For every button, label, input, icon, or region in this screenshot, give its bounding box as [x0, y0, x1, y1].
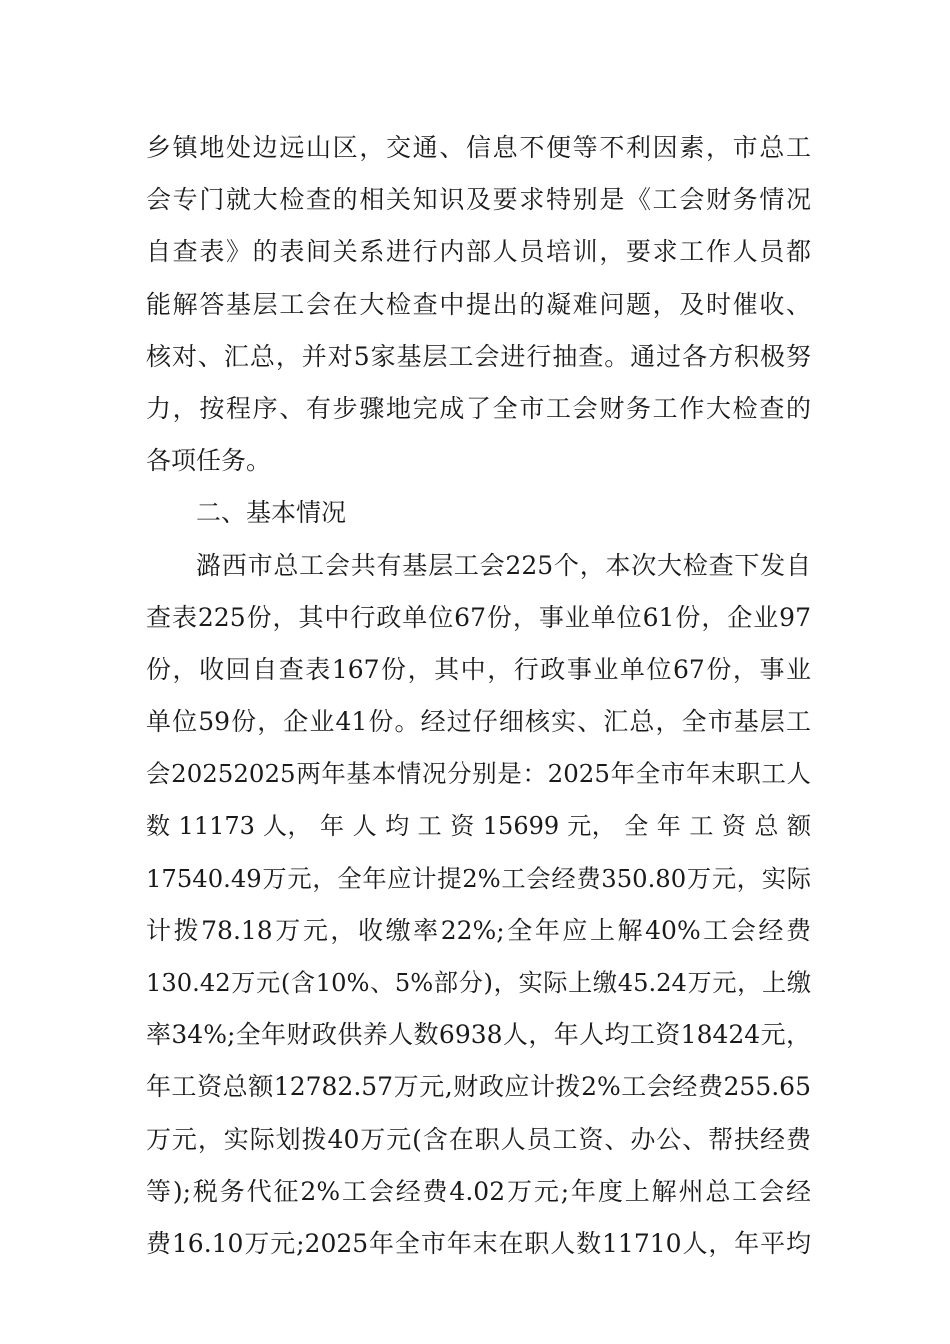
- text-line: 费16.10万元;2025年全市年末在职人数11710人，年平均: [146, 1228, 811, 1258]
- text-line: 力，按程序、有步骤地完成了全市工会财务工作大检查的: [146, 393, 811, 423]
- text-line: 份，收回自查表167份，其中，行政事业单位67份，事业: [146, 654, 811, 684]
- body-text: [146, 122, 811, 1270]
- text-line: 自查表》的表间关系进行内部人员培训，要求工作人员都: [146, 237, 811, 267]
- text-line: 查表225份，其中行政单位67份，事业单位61份，企业97: [146, 602, 811, 632]
- text-line: 会专门就大检查的相关知识及要求特别是《工会财务情况: [146, 185, 811, 215]
- text-line: 等);税务代征2%工会经费4.02万元;年度上解州总工会经: [146, 1176, 811, 1206]
- text-line: 能解答基层工会在大检查中提出的凝难问题，及时催收、: [146, 289, 811, 319]
- text-line: 单位59份，企业41份。经过仔细核实、汇总，全市基层工: [146, 707, 811, 737]
- text-line: 数 11173 人， 年 人 均 工 资 15699 元， 全 年 工 资 总 额: [146, 812, 811, 841]
- section-heading: 二、基本情况: [196, 498, 347, 528]
- text-line: 计拨78.18万元，收缴率22%;全年应上解40%工会经费: [146, 915, 811, 945]
- text-line: 核对、汇总，并对5家基层工会进行抽查。通过各方积极努: [146, 341, 811, 371]
- text-line: 17540.49万元，全年应计提2%工会经费350.80万元，实际: [146, 863, 811, 893]
- text-line: 率34%;全年财政供养人数6938人，年人均工资18424元，: [146, 1020, 811, 1050]
- text-line: 130.42万元(含10%、5%部分)，实际上缴45.24万元，上缴: [146, 969, 811, 997]
- text-line: 潞西市总工会共有基层工会225个，本次大检查下发自: [196, 550, 811, 580]
- text-line: 万元，实际划拨40万元(含在职人员工资、办公、帮扶经费: [146, 1124, 811, 1154]
- text-line: 会20252025两年基本情况分别是：2025年全市年末职工人: [146, 759, 811, 789]
- text-line: 各项任务。: [146, 446, 272, 476]
- text-line: 乡镇地处边远山区，交通、信息不便等不利因素，市总工: [146, 133, 811, 162]
- text-line: 年工资总额12782.57万元,财政应计拨2%工会经费255.65: [146, 1072, 811, 1102]
